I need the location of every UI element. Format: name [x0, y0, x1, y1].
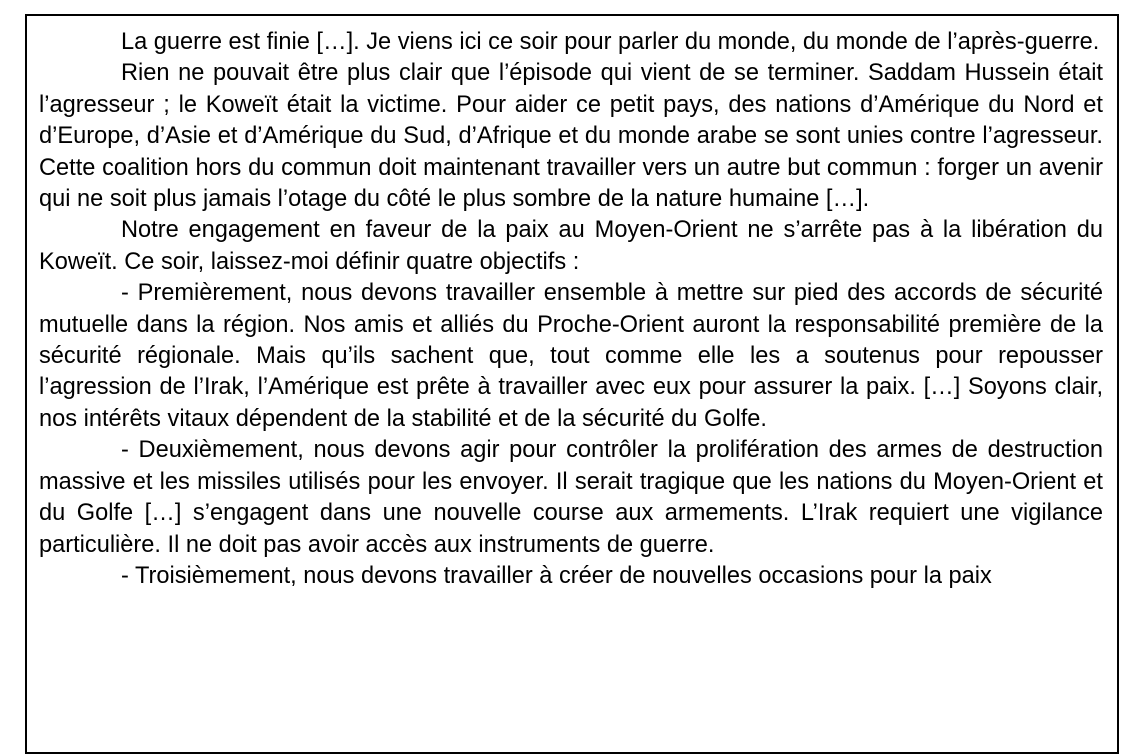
paragraph-2: Rien ne pouvait être plus clair que l’épisode qui vient de se terminer. Saddam Hussein était l’agresseur ; le Koweït était la victime. Pour aider ce petit pays, des nations d’Amérique du Nord et d’Europe, d’Asie et d’Amérique du Sud, d’Afrique et du monde arabe se sont unies contre l’agresseur. Cette coalition hors du commun doit maintenant travailler vers un autre but commun : forger un avenir qui ne soit plus jamais l’otage du côté le plus sombre de la nature humaine […]. — [39, 60, 1103, 213]
paragraph-3: Notre engagement en faveur de la paix au Moyen-Orient ne s’arrête pas à la libération du Koweït. Ce soir, laissez-moi définir quatre objectifs : — [39, 217, 1103, 275]
document-text — [39, 27, 1103, 573]
paragraph-5: - Deuxièmement, nous devons agir pour contrôler la prolifération des armes de destruction massive et les missiles utilisés pour les envoyer. Il serait tragique que les nations du Moyen-Orient et du Golfe […] s’engagent dans une nouvelle course aux armements. L’Irak requiert une vigilance particulière. Il ne doit pas avoir accès aux instruments de guerre. — [39, 437, 1103, 558]
paragraph-4: - Premièrement, nous devons travailler ensemble à mettre sur pied des accords de sécurité mutuelle dans la région. Nos amis et alliés du Proche-Orient auront la responsabilité première de la sécurité régionale. Mais qu’ils sachent que, tout comme elle les a soutenus pour repousser l’agression de l’Irak, l’Amérique est prête à travailler avec eux pour assurer la paix. […] Soyons clair, nos intérêts vitaux dépendent de la stabilité et de la sécurité du Golfe. — [39, 280, 1103, 432]
paragraph-1: La guerre est finie […]. Je viens ici ce soir pour parler du monde, du monde de l’après-guerre. — [121, 29, 1100, 55]
paragraph-6-partial — [39, 561, 1103, 573]
